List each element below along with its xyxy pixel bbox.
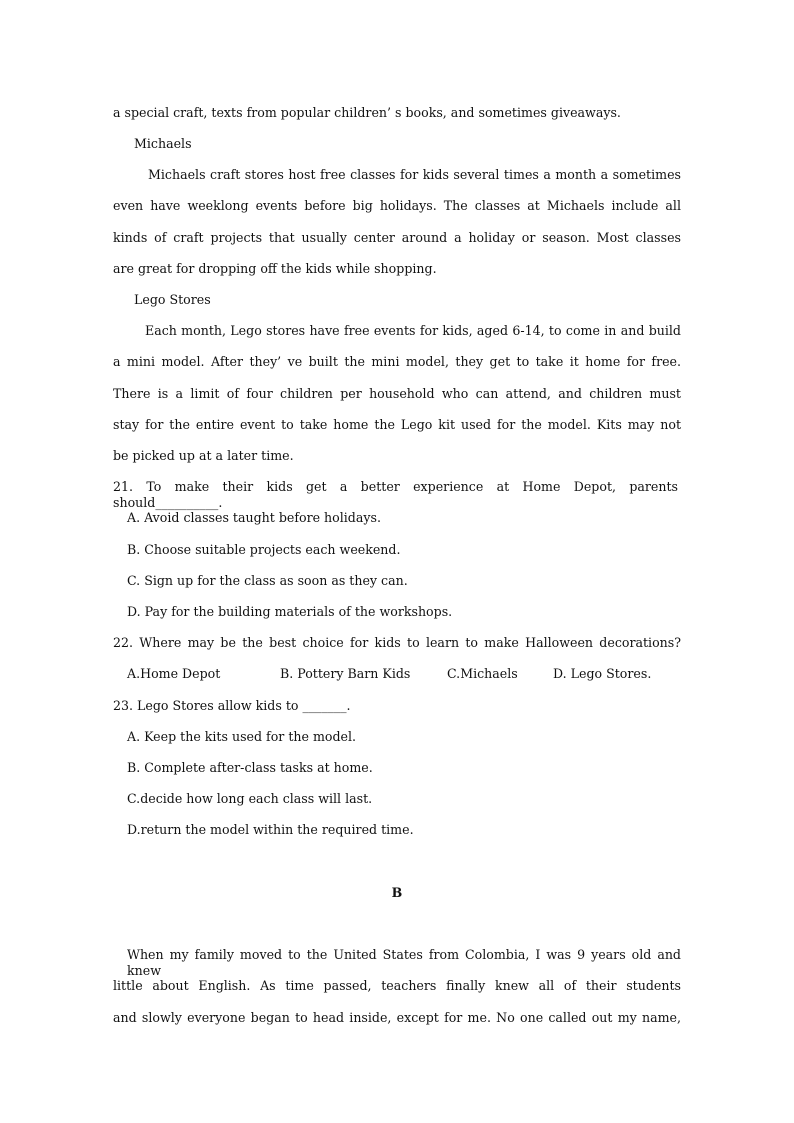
paragraph-line: are great for dropping off the kids while shopping. bbox=[113, 261, 437, 276]
paragraph-line: Each month, Lego stores have free events for kids, aged 6-14, to come in and build bbox=[145, 323, 681, 338]
section-heading-michaels: Michaels bbox=[134, 136, 192, 151]
question-23-option-d: D.return the model within the required time. bbox=[127, 822, 414, 837]
question-22-option-b: B. Pottery Barn Kids bbox=[280, 666, 411, 681]
paragraph-line: kinds of craft projects that usually center around a holiday or season. Most classes bbox=[113, 230, 681, 245]
section-heading-lego-stores: Lego Stores bbox=[134, 292, 211, 307]
question-21-option-c: C. Sign up for the class as soon as they can. bbox=[127, 573, 408, 588]
paragraph-line: even have weeklong events before big holidays. The classes at Michaels include all bbox=[113, 198, 681, 213]
question-22-stem: 22. Where may be the best choice for kids to learn to make Halloween decorations? bbox=[113, 635, 681, 650]
passage-b-title: B bbox=[391, 885, 403, 900]
question-21-option-a: A. Avoid classes taught before holidays. bbox=[127, 510, 381, 525]
paragraph-line: a mini model. After they’ ve built the mini model, they get to take it home for free. bbox=[113, 354, 681, 369]
question-23-option-b: B. Complete after-class tasks at home. bbox=[127, 760, 373, 775]
question-22-option-c: C.Michaels bbox=[447, 666, 518, 681]
question-22-option-a: A.Home Depot bbox=[127, 666, 221, 681]
paragraph-line: When my family moved to the United States from Colombia, I was 9 years old and knew bbox=[127, 947, 681, 978]
question-23-option-c: C.decide how long each class will last. bbox=[127, 791, 373, 806]
paragraph-line: There is a limit of four children per household who can attend, and children must bbox=[113, 386, 681, 401]
paragraph-line: Michaels craft stores host free classes for kids several times a month a sometimes bbox=[148, 167, 681, 182]
question-21-option-d: D. Pay for the building materials of the workshops. bbox=[127, 604, 453, 619]
paragraph-line: little about English. As time passed, teachers finally knew all of their students bbox=[113, 978, 681, 993]
passage-a-intro-tail: a special craft, texts from popular children’ s books, and sometimes giveaways. bbox=[113, 105, 621, 120]
question-23-option-a: A. Keep the kits used for the model. bbox=[127, 729, 357, 744]
question-22-option-d: D. Lego Stores. bbox=[553, 666, 652, 681]
paragraph-line: be picked up at a later time. bbox=[113, 448, 294, 463]
paragraph-line: and slowly everyone began to head inside, except for me. No one called out my name, bbox=[113, 1010, 681, 1025]
paragraph-line: stay for the entire event to take home the Lego kit used for the model. Kits may not bbox=[113, 417, 681, 432]
question-21-stem: 21. To make their kids get a better experience at Home Depot, parents should__________. bbox=[113, 479, 678, 510]
question-23-stem: 23. Lego Stores allow kids to _______. bbox=[113, 698, 351, 713]
question-21-option-b: B. Choose suitable projects each weekend. bbox=[127, 542, 401, 557]
